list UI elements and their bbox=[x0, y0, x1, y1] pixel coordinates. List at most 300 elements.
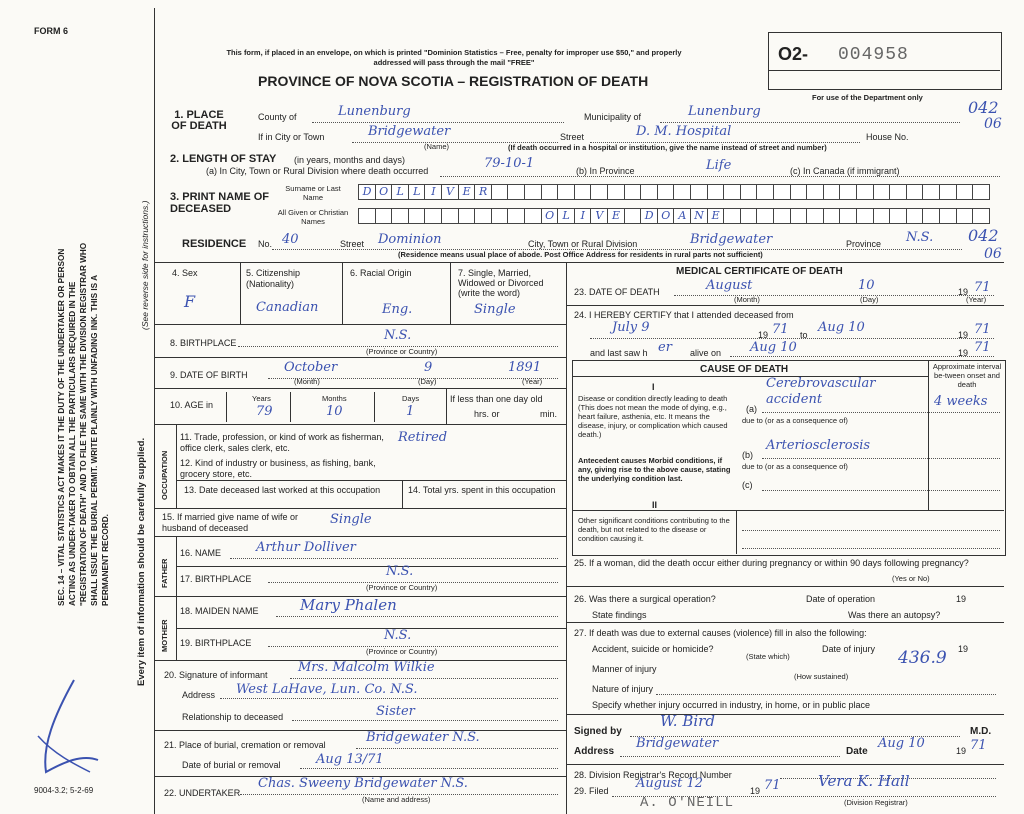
death-day: 10 bbox=[858, 278, 875, 293]
filed-date: August 12 bbox=[636, 776, 704, 791]
grid-h1 bbox=[154, 324, 566, 325]
name-letter-cell bbox=[806, 184, 824, 200]
mother-side: MOTHER bbox=[160, 619, 169, 652]
dob-year-caption: (Year) bbox=[522, 377, 543, 386]
name-letter-cell: L bbox=[557, 208, 575, 224]
yesno: (Yes or No) bbox=[892, 574, 930, 583]
name-letter-cell bbox=[956, 184, 974, 200]
stay-a-label: (a) In City, Town or Rural Division where death occurred bbox=[206, 166, 429, 176]
name-letter-cell: D bbox=[640, 208, 658, 224]
signed-label: Signed by bbox=[574, 726, 622, 737]
grid-h5 bbox=[154, 508, 566, 509]
q21-line bbox=[356, 748, 558, 749]
name-letter-cell bbox=[491, 208, 509, 224]
reg-divider bbox=[768, 70, 1000, 71]
death-year: 71 bbox=[974, 280, 991, 295]
marital-value: Single bbox=[474, 302, 516, 317]
city-value: Bridgewater bbox=[368, 124, 451, 139]
citizen-value: Canadian bbox=[256, 300, 319, 315]
alive-line bbox=[730, 356, 994, 357]
med-h1 bbox=[566, 305, 1004, 306]
grid-v2 bbox=[342, 262, 343, 324]
death-19: 19 bbox=[958, 287, 969, 297]
other-line2 bbox=[742, 548, 1000, 549]
q22-label: 22. UNDERTAKER bbox=[164, 788, 241, 798]
cause-h2 bbox=[572, 510, 1004, 511]
res-province: N.S. bbox=[906, 230, 934, 245]
fam-v bbox=[176, 536, 177, 660]
fam-h3 bbox=[176, 628, 566, 629]
name-letter-cell bbox=[507, 184, 525, 200]
name-letter-cell bbox=[740, 208, 758, 224]
name-label: 3. PRINT NAME OF DECEASED bbox=[170, 191, 270, 215]
cause-a-marker: (a) bbox=[746, 404, 757, 414]
interval-label: Approximate interval be-tween onset and death bbox=[932, 362, 1002, 389]
age-days: 1 bbox=[406, 404, 415, 419]
dept-code1: 042 bbox=[968, 98, 999, 117]
name-letter-cell bbox=[474, 208, 492, 224]
q21-value: Bridgewater N.S. bbox=[366, 730, 480, 745]
name-letter-cell bbox=[889, 184, 907, 200]
antecedent-label: Antecedent causes Morbid conditions, if any, giving rise to the above cause, stating the underlying condition last. bbox=[578, 456, 731, 483]
hospital-note: (If death occurred in a hospital or institution, give the name instead of street and number) bbox=[508, 143, 827, 152]
rel-label: Relationship to deceased bbox=[182, 712, 284, 722]
alive-yr: 71 bbox=[974, 340, 991, 355]
min-label: min. bbox=[540, 409, 558, 419]
attend-from-yr: 71 bbox=[772, 322, 789, 337]
med-h4 bbox=[566, 714, 1004, 715]
name-letter-cell: E bbox=[707, 208, 725, 224]
name-letter-cell bbox=[790, 184, 808, 200]
grid-h6 bbox=[154, 536, 566, 537]
sex-value: F bbox=[184, 292, 196, 311]
street-value: D. M. Hospital bbox=[636, 124, 732, 139]
q22-caption: (Name and address) bbox=[362, 795, 431, 804]
street-label: Street bbox=[560, 132, 585, 142]
grid-v3 bbox=[450, 262, 451, 324]
death-month: August bbox=[706, 278, 753, 293]
cause-v bbox=[928, 360, 929, 510]
death-year-caption: (Year) bbox=[966, 295, 987, 304]
name-letter-cell bbox=[541, 184, 559, 200]
injury-date: Date of injury bbox=[822, 644, 876, 654]
roman-2: II bbox=[652, 500, 658, 510]
q24-label: 24. I HEREBY CERTIFY that I attended deceased from bbox=[574, 310, 794, 320]
birthplace-value: N.S. bbox=[384, 328, 412, 343]
age-months-caption: Months bbox=[322, 394, 347, 403]
date-value: Aug 10 bbox=[878, 736, 925, 751]
disease-label: Disease or condition directly leading to death (This does not mean the mode of dying, e.g., heart failure, asthenia, etc. It means the disease, injury, or complication which caused death.) bbox=[578, 394, 728, 439]
name-letter-cell: V bbox=[590, 208, 608, 224]
name-letter-cell bbox=[873, 208, 891, 224]
grid-h8 bbox=[154, 730, 566, 731]
cause-b-line bbox=[762, 458, 1000, 459]
divider-center bbox=[566, 262, 567, 814]
res-city: Bridgewater bbox=[690, 232, 773, 247]
dept-code2: 06 bbox=[984, 116, 1002, 132]
name-letter-cell bbox=[773, 184, 791, 200]
grid-h3 bbox=[154, 388, 566, 389]
stay-b-value: Life bbox=[706, 158, 732, 173]
q26-label: 26. Was there a surgical operation? bbox=[574, 594, 716, 604]
res-street-label: Street bbox=[340, 239, 365, 249]
name-letter-cell bbox=[557, 184, 575, 200]
city-label: If in City or Town bbox=[258, 132, 325, 142]
form-number: FORM 6 bbox=[34, 26, 69, 36]
op-19: 19 bbox=[956, 594, 967, 604]
age-label: 10. AGE in bbox=[170, 400, 214, 410]
industry-label: Specify whether injury occurred in industry, in home, or in public place bbox=[592, 700, 870, 710]
name-letter-cell: L bbox=[391, 184, 409, 200]
injury-19: 19 bbox=[958, 644, 969, 654]
muni-line bbox=[660, 122, 960, 123]
age-v4 bbox=[446, 389, 447, 424]
res-no-label: No. bbox=[258, 239, 273, 249]
q23-line bbox=[674, 295, 994, 296]
last-saw-h: er bbox=[658, 340, 672, 355]
q25-label: 25. If a woman, did the death occur either during pregnancy or within 90 days following pregnancy? bbox=[574, 558, 969, 568]
med-h5 bbox=[566, 764, 1004, 765]
filed-19: 19 bbox=[750, 786, 761, 796]
name-letter-cell bbox=[756, 184, 774, 200]
stay-line bbox=[440, 176, 1000, 177]
name-letter-cell bbox=[673, 184, 691, 200]
med-h3 bbox=[566, 622, 1004, 623]
name-letter-cell bbox=[707, 184, 725, 200]
muni-label: Municipality of bbox=[584, 112, 642, 122]
age-v3 bbox=[374, 392, 375, 422]
address-line bbox=[620, 756, 840, 757]
name-letter-cell bbox=[922, 208, 940, 224]
name-letter-cell bbox=[922, 184, 940, 200]
other-line1 bbox=[742, 530, 1000, 531]
name-letter-cell: D bbox=[358, 184, 376, 200]
alive-on-label: alive on bbox=[690, 348, 722, 358]
surname-label: Surname or Last Name bbox=[285, 184, 341, 202]
q20-line bbox=[290, 678, 558, 679]
name-letter-cell bbox=[856, 208, 874, 224]
age-months: 10 bbox=[326, 404, 343, 419]
reverse-note: (See reverse side for instructions.) bbox=[140, 200, 150, 330]
dept-code2-b: 06 bbox=[984, 246, 1002, 262]
addr-value: West LaHave, Lun. Co. N.S. bbox=[236, 682, 418, 697]
stay-b-label: (b) In Province bbox=[576, 166, 635, 176]
occ-v bbox=[176, 424, 177, 508]
addr-label: Address bbox=[182, 690, 216, 700]
cause-a-line bbox=[762, 412, 1000, 413]
name-letter-cell bbox=[574, 184, 592, 200]
autopsy: Was there an autopsy? bbox=[848, 610, 941, 620]
origin-value: Eng. bbox=[382, 302, 413, 317]
name-letter-cell: R bbox=[474, 184, 492, 200]
name-letter-cell bbox=[756, 208, 774, 224]
name-letter-cell: E bbox=[458, 184, 476, 200]
q18-value: Mary Phalen bbox=[300, 596, 397, 614]
name-letter-cell bbox=[856, 184, 874, 200]
death-month-caption: (Month) bbox=[734, 295, 760, 304]
name-letter-cell bbox=[956, 208, 974, 224]
q21-label: 21. Place of burial, cremation or removal bbox=[164, 740, 326, 750]
county-label: County of bbox=[258, 112, 297, 122]
q16-label: 16. NAME bbox=[180, 548, 222, 558]
q16-value: Arthur Dolliver bbox=[256, 540, 356, 555]
roman-1: I bbox=[652, 382, 655, 392]
place-label: 1. PLACE OF DEATH bbox=[171, 109, 227, 132]
address-value: Bridgewater bbox=[636, 736, 719, 751]
burial-date: Aug 13/71 bbox=[316, 752, 384, 767]
name-letter-cell bbox=[740, 184, 758, 200]
statute-text: SEC. 14 – VITAL STATISTICS ACT MAKES IT THE DUTY OF THE UNDERTAKER OR PERSON ACTING AS UNDER-TAKER TO OBTAIN ALL THE PARTICULARS REQUIRED IN THE "REGISTRATION OF DEATH" AND TO FILE THE SAME WITH THE DIVISION REGISTRAR WHO SHALL ISSUE THE BURIAL PERMIT. WRITE PLAINLY WITH UNFADING INK. THIS IS A PERMANENT RECORD. bbox=[57, 242, 110, 606]
birthplace-caption: (Province or Country) bbox=[366, 347, 438, 356]
q18-line bbox=[276, 616, 558, 617]
filed-yr: 71 bbox=[764, 778, 781, 793]
signed-value: W. Bird bbox=[660, 712, 715, 730]
manner-label: Manner of injury bbox=[592, 664, 657, 674]
q17-caption: (Province or Country) bbox=[366, 583, 438, 592]
birthplace-label: 8. BIRTHPLACE bbox=[170, 338, 237, 348]
name-letter-cell bbox=[590, 184, 608, 200]
name-letter-cell bbox=[690, 184, 708, 200]
name-letter-cell bbox=[939, 184, 957, 200]
name-letter-cell bbox=[524, 184, 542, 200]
res-street: Dominion bbox=[378, 232, 442, 247]
attend-to-yr: 71 bbox=[974, 322, 991, 337]
rel-value: Sister bbox=[376, 704, 415, 719]
medical-title: MEDICAL CERTIFICATE OF DEATH bbox=[676, 266, 843, 277]
med-h2 bbox=[566, 586, 1004, 587]
occ-h bbox=[176, 480, 566, 481]
attend-to-19: 19 bbox=[958, 330, 969, 340]
rel-line bbox=[292, 720, 558, 721]
name-letter-cell bbox=[441, 208, 459, 224]
grid-v1 bbox=[240, 262, 241, 324]
form-code: 9004-3.2; 5-2-69 bbox=[34, 786, 94, 795]
q19-caption: (Province or Country) bbox=[366, 647, 438, 656]
name-letter-cell bbox=[375, 208, 393, 224]
name-letter-cell bbox=[773, 208, 791, 224]
date-19: 19 bbox=[956, 746, 967, 756]
alive-date: Aug 10 bbox=[750, 340, 797, 355]
dob-day: 9 bbox=[424, 360, 433, 375]
q29-label: 29. Filed bbox=[574, 786, 609, 796]
mail-notice: This form, if placed in an envelope, on which is printed "Dominion Statistics – Free, penalty for improper use $50," and properly addressed will pass through the mail "FREE" bbox=[226, 48, 682, 67]
registrar-sig: Vera K. Hall bbox=[818, 772, 910, 790]
nature-line bbox=[656, 694, 996, 695]
oneill-stamp: A. O'NEILL bbox=[640, 795, 735, 811]
q20-value: Mrs. Malcolm Wilkie bbox=[298, 660, 435, 675]
cause-b: Arteriosclerosis bbox=[766, 438, 871, 453]
occ-v2 bbox=[402, 480, 403, 508]
age-v1 bbox=[226, 392, 227, 422]
due-to-b: due to (or as a consequence of) bbox=[742, 462, 848, 471]
code-436: 436.9 bbox=[898, 648, 947, 668]
name-letter-cell: E bbox=[607, 208, 625, 224]
stay-label: 2. LENGTH OF STAY bbox=[170, 153, 277, 165]
age-v2 bbox=[290, 392, 291, 422]
cause-title: CAUSE OF DEATH bbox=[700, 364, 789, 375]
name-letter-cell: O bbox=[375, 184, 393, 200]
death-day-caption: (Day) bbox=[860, 295, 879, 304]
dept-code1-b: 042 bbox=[968, 226, 999, 245]
sex-label: 4. Sex bbox=[172, 268, 198, 278]
name-letter-cell bbox=[358, 208, 376, 224]
res-no: 40 bbox=[282, 232, 299, 247]
name-letter-cell bbox=[624, 184, 642, 200]
alive-19: 19 bbox=[958, 348, 969, 358]
stay-c-label: (c) In Canada (if immigrant) bbox=[790, 166, 900, 176]
occupation-side: OCCUPATION bbox=[160, 450, 169, 500]
cause-c-line bbox=[762, 490, 1000, 491]
date-yr: 71 bbox=[970, 738, 987, 753]
registrar-caption: (Division Registrar) bbox=[844, 798, 908, 807]
county-value: Lunenburg bbox=[338, 104, 411, 119]
name-letter-cell: N bbox=[690, 208, 708, 224]
dept-use: For use of the Department only bbox=[812, 93, 923, 102]
q28-label: 28. Division Registrar's Record Number bbox=[574, 770, 732, 780]
citizen-label: 5. Citizenship (Nationality) bbox=[246, 268, 301, 289]
name-letter-cell bbox=[972, 208, 990, 224]
name-letter-cell: A bbox=[673, 208, 691, 224]
res-prov-label: Province bbox=[846, 239, 882, 249]
burial-date-label: Date of burial or removal bbox=[182, 760, 281, 770]
stay-sub: (in years, months and days) bbox=[294, 155, 406, 165]
name-letter-cell bbox=[906, 208, 924, 224]
q23-label: 23. DATE OF DEATH bbox=[574, 287, 660, 297]
marital-label: 7. Single, Married, Widowed or Divorced (write the word) bbox=[458, 268, 544, 298]
op-date: Date of operation bbox=[806, 594, 876, 604]
q17-label: 17. BIRTHPLACE bbox=[180, 574, 252, 584]
dob-month-caption: (Month) bbox=[294, 377, 320, 386]
county-line bbox=[312, 122, 564, 123]
house-label: House No. bbox=[866, 132, 909, 142]
name-letter-cell bbox=[424, 208, 442, 224]
how-sustained: (How sustained) bbox=[794, 672, 849, 681]
name-letter-cell bbox=[823, 208, 841, 224]
other-v bbox=[736, 510, 737, 554]
name-letter-cell bbox=[391, 208, 409, 224]
addr-line bbox=[220, 698, 558, 699]
residence-label: RESIDENCE bbox=[182, 238, 247, 250]
name-letter-cell bbox=[408, 208, 426, 224]
given-label: All Given or Christian Names bbox=[277, 208, 349, 226]
age-days-caption: Days bbox=[402, 394, 420, 403]
res-note: (Residence means usual place of abode. Post Office Address for residents in rural parts not sufficient) bbox=[398, 250, 763, 259]
dob-day-caption: (Day) bbox=[418, 377, 437, 386]
age-years-caption: Years bbox=[252, 394, 271, 403]
q17-value: N.S. bbox=[386, 564, 414, 579]
form-title: PROVINCE OF NOVA SCOTIA – REGISTRATION OF DEATH bbox=[258, 73, 649, 89]
name-letter-cell bbox=[458, 208, 476, 224]
stay-a-value: 79-10-1 bbox=[484, 156, 535, 171]
grid-h4 bbox=[154, 424, 566, 425]
due-to-a: due to (or as a consequence of) bbox=[742, 416, 848, 425]
md-label: M.D. bbox=[970, 726, 992, 737]
father-side: FATHER bbox=[160, 558, 169, 588]
dob-month: October bbox=[284, 360, 338, 375]
name-letter-cell bbox=[873, 184, 891, 200]
dob-label: 9. DATE OF BIRTH bbox=[170, 370, 248, 380]
divider-top bbox=[154, 262, 1004, 263]
name-letter-cell bbox=[839, 208, 857, 224]
cause-b-marker: (b) bbox=[742, 450, 753, 460]
q19-value: N.S. bbox=[384, 628, 412, 643]
reg-number: 004958 bbox=[838, 45, 909, 65]
name-letter-cell bbox=[640, 184, 658, 200]
muni-value: Lunenburg bbox=[688, 104, 761, 119]
reg-prefix: O2- bbox=[778, 44, 809, 64]
name-letter-cell: I bbox=[574, 208, 592, 224]
to-label: to bbox=[800, 330, 808, 340]
name-letter-cell: V bbox=[441, 184, 459, 200]
origin-label: 6. Racial Origin bbox=[350, 268, 412, 278]
fam-h1 bbox=[176, 566, 566, 567]
cause-a: Cerebrovascular accident bbox=[766, 376, 876, 407]
name-letter-cell bbox=[939, 208, 957, 224]
city-caption: (Name) bbox=[424, 142, 450, 151]
q12-label: 12. Kind of industry or business, as fishing, bank, grocery store, etc. bbox=[180, 458, 376, 479]
findings: State findings bbox=[592, 610, 647, 620]
cause-c-marker: (c) bbox=[742, 480, 753, 490]
q22-value: Chas. Sweeny Bridgewater N.S. bbox=[258, 776, 468, 791]
burial-line bbox=[300, 768, 558, 769]
name-letter-cell bbox=[839, 184, 857, 200]
name-letter-cell bbox=[972, 184, 990, 200]
name-letter-cell bbox=[607, 184, 625, 200]
age-years: 79 bbox=[256, 404, 273, 419]
name-letter-cell bbox=[657, 184, 675, 200]
res-city-label: City, Town or Rural Division bbox=[528, 239, 638, 249]
q11-label: 11. Trade, profession, or kind of work as fisherman, office clerk, sales clerk, etc. bbox=[180, 432, 384, 453]
dob-year: 1891 bbox=[508, 360, 542, 375]
attend-to: Aug 10 bbox=[818, 320, 865, 335]
state-which: (State which) bbox=[746, 652, 790, 661]
name-letter-cell: O bbox=[541, 208, 559, 224]
q11-value: Retired bbox=[398, 430, 448, 445]
q14-label: 14. Total yrs. spent in this occupation bbox=[408, 485, 556, 495]
q20-label: 20. Signature of informant bbox=[164, 670, 268, 680]
name-letter-cell: L bbox=[408, 184, 426, 200]
q15-label: 15. If married give name of wife or husband of deceased bbox=[162, 512, 299, 533]
hrs-label: hrs. or bbox=[474, 409, 500, 419]
accident-label: Accident, suicide or homicide? bbox=[592, 644, 714, 654]
last-saw-label: and last saw h bbox=[590, 348, 648, 358]
nature-label: Nature of injury bbox=[592, 684, 654, 694]
address-label: Address bbox=[574, 746, 615, 757]
left-border bbox=[154, 8, 155, 814]
q16-line bbox=[230, 558, 558, 559]
q15-value: Single bbox=[330, 512, 372, 527]
attend-from: July 9 bbox=[612, 320, 650, 335]
q18-label: 18. MAIDEN NAME bbox=[180, 606, 259, 616]
attend-from-19: 19 bbox=[758, 330, 769, 340]
name-letter-cell bbox=[806, 208, 824, 224]
grid-h2 bbox=[154, 357, 566, 358]
other-label: Other significant conditions contributing to the death, but not related to the disease or condition causing it. bbox=[578, 516, 730, 543]
name-letter-cell bbox=[723, 184, 741, 200]
q27-label: 27. If death was due to external causes (violence) fill in also the following: bbox=[574, 628, 867, 638]
name-letter-cell bbox=[906, 184, 924, 200]
name-letter-cell: I bbox=[424, 184, 442, 200]
name-letter-cell bbox=[491, 184, 509, 200]
q13-label: 13. Date deceased last worked at this occupation bbox=[184, 485, 381, 495]
date-label: Date bbox=[846, 746, 868, 757]
registrar-initial-mark bbox=[24, 676, 104, 786]
name-letter-cell bbox=[624, 208, 642, 224]
name-letter-cell: O bbox=[657, 208, 675, 224]
attend-line bbox=[590, 338, 994, 339]
name-letter-cell bbox=[823, 184, 841, 200]
name-letter-cell bbox=[524, 208, 542, 224]
